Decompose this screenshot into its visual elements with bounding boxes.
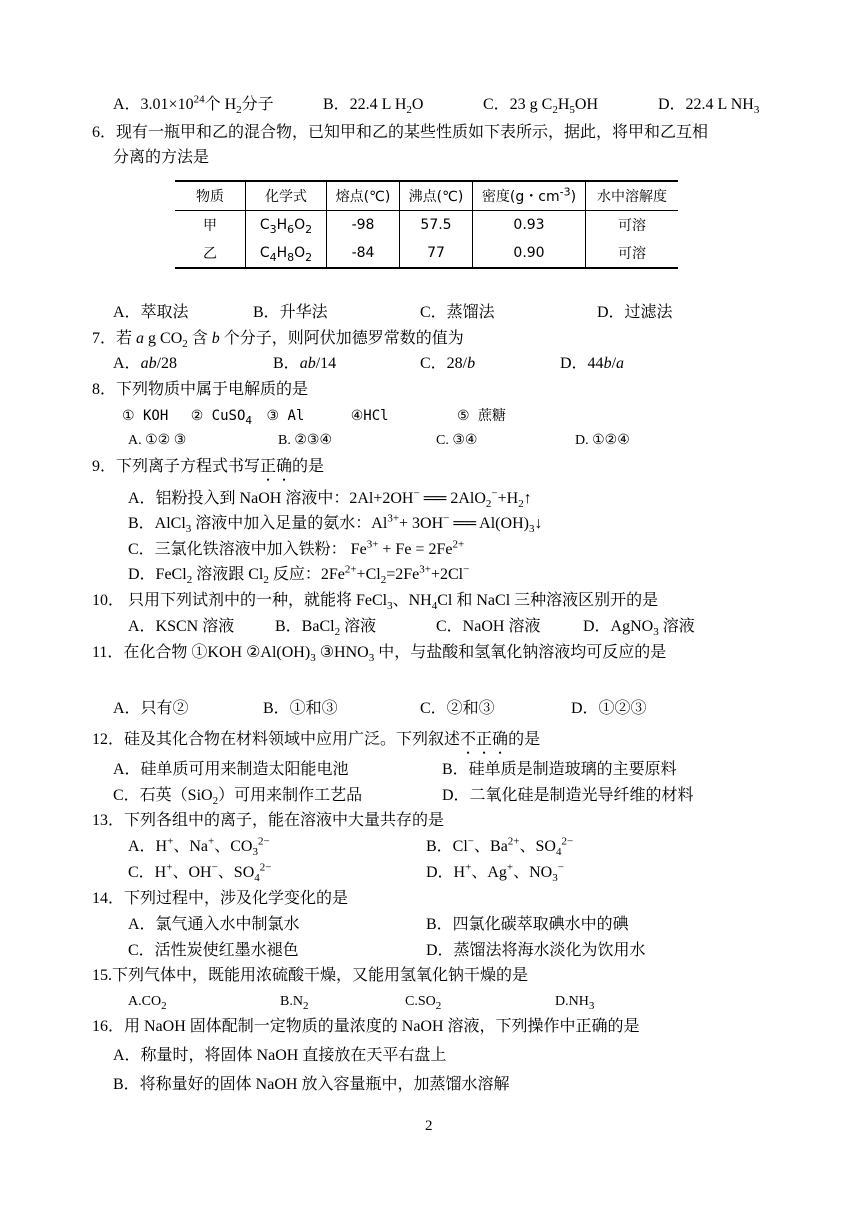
q12-option-d: D．二氧化硅是制造光导纤维的材料 [442, 787, 694, 804]
q14-option-b: B．四氯化碳萃取碘水中的碘 [426, 916, 629, 933]
q7-option-a: A．ab/28 [113, 355, 178, 372]
header-density: 密度(g・$cm^{-3}$) [473, 181, 586, 211]
q14-option-d: D．蒸馏法将海水淡化为饮用水 [426, 942, 646, 959]
cell-name: 甲 [203, 218, 217, 234]
q6-option-c: C．蒸馏法 [420, 304, 495, 321]
q10-option-c: C．NaOH 溶液 [436, 618, 541, 635]
q7-stem: 7．若 a g $CO_2$ 含 b 个分子，则阿伏加德罗常数的值为 [92, 330, 464, 351]
q8-item-3: ③ Al [266, 408, 305, 424]
header-solubility: 水中溶解度 [586, 181, 679, 211]
q14-stem: 14．下列过程中，涉及化学变化的是 [92, 890, 349, 907]
q11-option-b: B．①和③ [263, 700, 338, 717]
q8-option-a: A. ①② ③ [128, 433, 187, 448]
q11-stem: 11．在化合物 ①KOH $②Al(OH)_3$ $③HNO_3$ 中，与盐酸和氢氧化钠溶液均可反应的是 [92, 644, 667, 665]
q11-option-d: D．①②③ [571, 700, 647, 717]
q7-option-b: B．ab/14 [273, 355, 337, 372]
cell-formula: $C_4H_8O_2$ [246, 239, 327, 268]
table-header-row [175, 181, 678, 211]
cell-formula: $C_3H_6O_2$ [246, 211, 327, 240]
q5-option-b: B．22.4 L $H_2O$ [323, 96, 424, 117]
q6-stem-line1: 6．现有一瓶甲和乙的混合物，已知甲和乙的某些性质如下表所示，据此，将甲和乙互相 [92, 124, 709, 141]
q8-item-5: ⑤ 蔗糖 [457, 408, 507, 424]
cell-boiling-point: 57.5 [400, 211, 473, 240]
q6-stem-line2: 分离的方法是 [113, 149, 210, 166]
q10-stem: 10． 只用下列试剂中的一种，就能将 FeCl$_3$、$NH_4Cl$ 和 NaCl 三种溶液区别开的是 [92, 592, 659, 613]
q12-option-c: C．石英（SiO$_2$）可用来制作工艺品 [113, 787, 363, 808]
q5-option-d: D．22.4 L $NH_3$ [658, 96, 760, 117]
q9-option-c: C．三氯化铁溶液中加入铁粉： $Fe^{3+} + Fe = 2Fe^{2+}$ [128, 538, 465, 558]
q8-stem: 8．下列物质中属于电解质的是 [92, 381, 309, 398]
q11-option-c: C．②和③ [420, 700, 495, 717]
q15-option-a: $A.CO_2$ [128, 994, 167, 1012]
properties-table [175, 180, 678, 269]
q7-option-c: C．28/b [420, 355, 476, 372]
q9-stem: 9．下列离子方程式书写正确的是 [92, 458, 325, 475]
q15-stem: 15.下列气体中，既能用浓硫酸干燥，又能用氢氧化钠干燥的是 [92, 967, 529, 984]
q10-option-a: A．KSCN 溶液 [128, 618, 235, 635]
cell-density: 0.93 [473, 211, 586, 240]
q8-option-b: B. ②③④ [278, 433, 332, 448]
q13-option-b: B．Cl−、$Ba^{2+}$、$SO_4^{2-}$ [426, 835, 574, 859]
q5-option-c: C．23 g $C_2H_5OH$ [483, 96, 599, 117]
header-melting-point: 熔点(℃) [327, 181, 400, 211]
cell-density: 0.90 [473, 239, 586, 268]
q8-items [122, 406, 506, 426]
header-substance: 物质 [196, 189, 224, 205]
q9-option-d: D．FeCl$_2$ 溶液跟 $Cl_2$ 反应：$2Fe^{2+}+Cl_2=2Fe^{3+}+2Cl^-$ [128, 563, 470, 587]
q15-option-d: $D.NH_3$ [555, 994, 595, 1012]
q8-option-d: D. ①②④ [575, 433, 630, 448]
q14-option-c: C．活性炭使红墨水褪色 [128, 942, 299, 959]
q13-option-c: C．H+、OH−、$SO_4^{2-}$ [128, 861, 272, 885]
cell-boiling-point: 77 [400, 239, 473, 268]
table-row [175, 211, 678, 240]
q15-option-c: $C.SO_2$ [405, 994, 442, 1012]
cell-solubility: 可溶 [586, 211, 679, 240]
q8-item-2: ② CuSO$_4$ [190, 408, 253, 427]
q15-option-b: $B.N_2$ [280, 994, 309, 1012]
q13-option-d: D．H+、Ag+、$NO_3^-$ [426, 861, 564, 885]
q8-option-c: C. ③④ [436, 433, 478, 448]
cell-melting-point: -84 [327, 239, 400, 268]
q12-stem: 12．硅及其化合物在材料领域中应用广泛。下列叙述不正确的是 [92, 731, 541, 748]
q6-option-b: B．升华法 [253, 304, 328, 321]
q16-stem: 16．用 NaOH 固体配制一定物质的量浓度的 NaOH 溶液，下列操作中正确的是 [92, 1018, 640, 1035]
q13-stem: 13．下列各组中的离子，能在溶液中大量共存的是 [92, 812, 445, 829]
q13-option-a: A．H+、Na+、$CO_3^{2-}$ [128, 835, 270, 859]
q7-option-d: D．44b/a [560, 355, 625, 372]
q10-option-d: D．AgNO$_3$ 溶液 [583, 618, 695, 639]
q9-option-a: A．铝粉投入到 NaOH 溶液中：2Al+2OH− ══ $2AlO_2^-+H_2↑$ [128, 487, 532, 511]
q16-option-a: A．称量时，将固体 NaOH 直接放在天平右盘上 [113, 1047, 447, 1064]
q9-option-b: B．AlCl$_3$ 溶液中加入足量的氨水：$Al^{3+}+ 3OH^-$ ══ $Al(OH)_3↓$ [128, 512, 543, 536]
q11-option-a: A．只有② [113, 700, 189, 717]
q6-option-d: D．过滤法 [597, 304, 673, 321]
q12-option-a: A．硅单质可用来制造太阳能电池 [113, 761, 349, 778]
q5-option-a: A．$3.01\times 10^{24}$个 $H_2$分子 [113, 93, 274, 117]
header-boiling-point: 沸点(℃) [400, 181, 473, 211]
cell-melting-point: -98 [327, 211, 400, 240]
cell-solubility: 可溶 [586, 239, 679, 268]
q16-option-b: B．将称量好的固体 NaOH 放入容量瓶中，加蒸馏水溶解 [113, 1076, 510, 1093]
q10-option-b: B．BaCl$_2$ 溶液 [275, 618, 377, 639]
page-number: 2 [425, 1118, 433, 1134]
header-formula: 化学式 [246, 181, 327, 211]
q12-option-b: B．硅单质是制造玻璃的主要原料 [442, 761, 677, 778]
q8-item-4: ④HCl [350, 408, 389, 424]
q6-option-a: A．萃取法 [113, 304, 189, 321]
q8-item-1: ① KOH [122, 408, 169, 424]
table-row [175, 239, 678, 268]
cell-name: 乙 [203, 246, 217, 262]
q14-option-a: A．氯气通入水中制氯水 [128, 916, 300, 933]
